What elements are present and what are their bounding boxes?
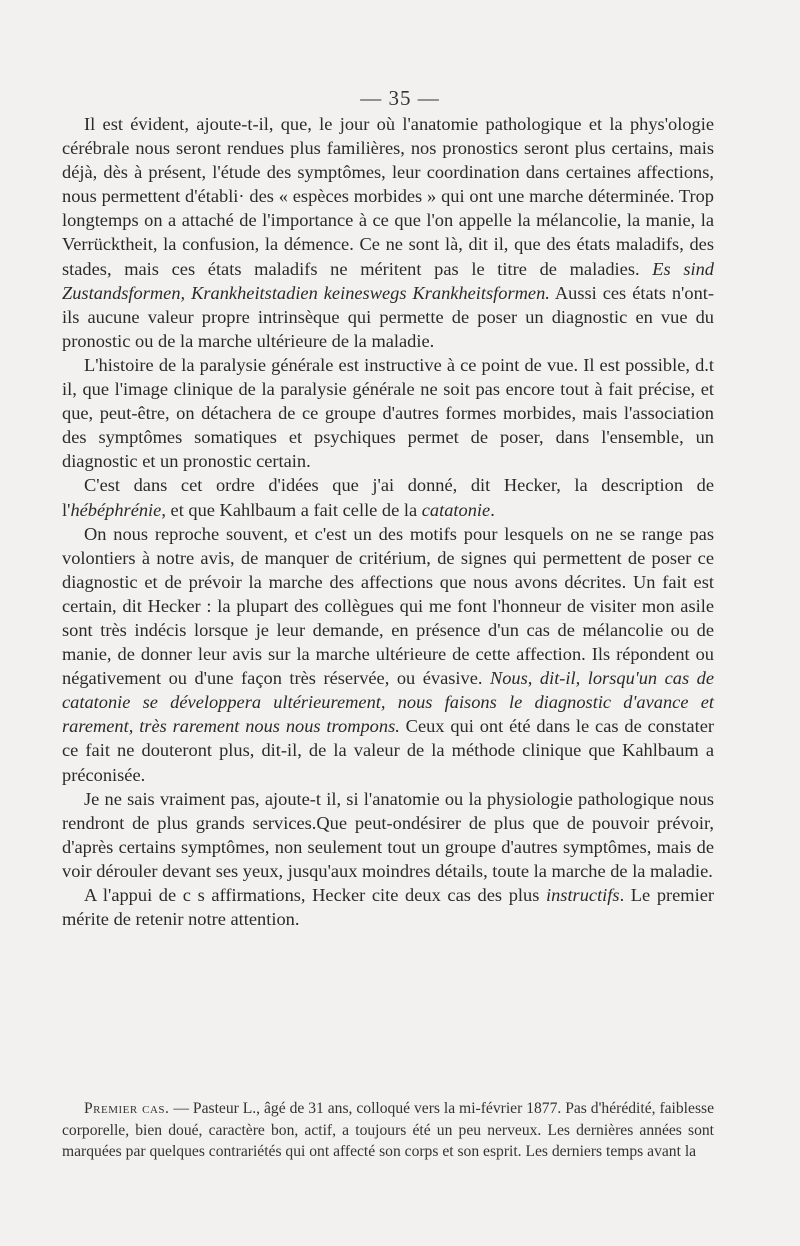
paragraph (62, 883, 714, 931)
case-heading: Premier cas. (84, 1100, 170, 1117)
text-run: Il est évident, ajoute-t-il, que, le jour où l'anatomie pathologique et la phys'ologie cérébrale nous seront rendues plus familières, nos pronostics seront plus certains, mais déjà, dès à présent, l'étude des symptômes, leur coordination dans certaines affections, nous permettent d'établi· des « espèces morbides » qui ont une marche déterminée. Trop longtemps on a attaché de l'importance à ce que l'on appelle la mélancolie, la manie, la Verrücktheit, la confusion, la démence. Ce ne sont là, dit il, que des états maladifs, des stades, mais ces états maladifs ne méritent pas le titre de maladies. (62, 114, 714, 279)
paragraph (62, 522, 714, 787)
text-run: Ceux qui ont été dans le cas de constater ce fait ne douteront plus, dit-il, de la valeur de la méthode clinique que Kahlbaum a préconisée. (62, 716, 714, 785)
text-run: A l'appui de c s affirmations, Hecker cite deux cas des plus (84, 885, 546, 905)
text-run: On nous reproche souvent, et c'est un des motifs pour lesquels on ne se range pas volontiers à notre avis, de manquer de critérium, de signes qui permettent de poser ce diagnostic et de prévoir la marche des affections que nous avons décrites. Un fait est certain, dit Hecker : la plupart des collègues qui me font l'honneur de visiter mon asile sont très indécis lorsque je leur demande, en présence d'un cas de mélancolie ou de manie, de donner leur avis sur la marche ultérieure de cette affection. Ils répondent ou négativement ou d'une façon très réservée, ou évasive. (62, 523, 714, 689)
body-text (62, 112, 714, 931)
italic-text: instructifs (545, 885, 620, 905)
paragraph (62, 473, 714, 521)
page-number: — 35 — (360, 86, 440, 110)
text-run: L'histoire de la paralysie générale est instructive à ce point de vue. Il est possible, d.t il, que l'image clinique de la paralysie générale ne soit pas encore tout à fait précise, et que, peut-être, on détachera de ce groupe d'autres formes morbides, mais l'association des symptômes somatiques et psychiques permet de poser, dans l'ensemble, un diagnostic et un pronostic certain. (62, 354, 714, 472)
italic-text: catatonie (421, 499, 491, 520)
case-note (62, 1098, 714, 1163)
paragraph (62, 353, 714, 473)
text-run: . (490, 499, 495, 520)
case-paragraph (62, 1098, 714, 1163)
text-run: C'est dans cet ordre d'idées que j'ai donné, dit Hecker, la description de l' (62, 475, 714, 520)
text-run: Je ne sais vraiment pas, ajoute-t il, si l'anatomie ou la physiologie pathologique nous rendront de plus grands services.Que peut-ondésirer de plus que de pouvoir prévoir, d'après certains symptômes, non seulement tout un groupe d'autres symptômes, mais de voir dérouler devant ses yeux, jusqu'aux moindres détails, toute la marche de la maladie. (62, 788, 714, 881)
italic-text: hébéphrénie (70, 499, 162, 520)
text-run: , et que Kahlbaum a fait celle de la (161, 499, 422, 520)
text-run: — Pasteur L., âgé de 31 ans, colloqué vers la mi-février 1877. Pas d'hérédité, faiblesse corporelle, bien doué, caractère bon, actif, a toujours été un peu nerveux. Les dernières années sont marquées par quelques contrariétés qui ont affecté son corps et son esprit. Les derniers temps avant la (62, 1100, 714, 1160)
italic-text: Nous, dit-il, lorsqu'un cas de catatonie se développera ultérieurement, nous faisons le diagnostic d'avance et rarement, très rarement nous nous trompons. (62, 668, 714, 737)
italic-text: Es sind Zustandsformen, Krankheitstadien keineswegs Krankheitsformen. (62, 258, 714, 303)
text-run: Aussi ces états n'ont-ils aucune valeur propre intrinsèque qui permette de poser un diagnostic en vue du pronostic ou de la marche ultérieure de la maladie. (62, 282, 715, 351)
text-run: . Le premier mérite de retenir notre attention. (62, 885, 715, 930)
paragraph (62, 112, 714, 353)
paragraph (62, 787, 714, 883)
